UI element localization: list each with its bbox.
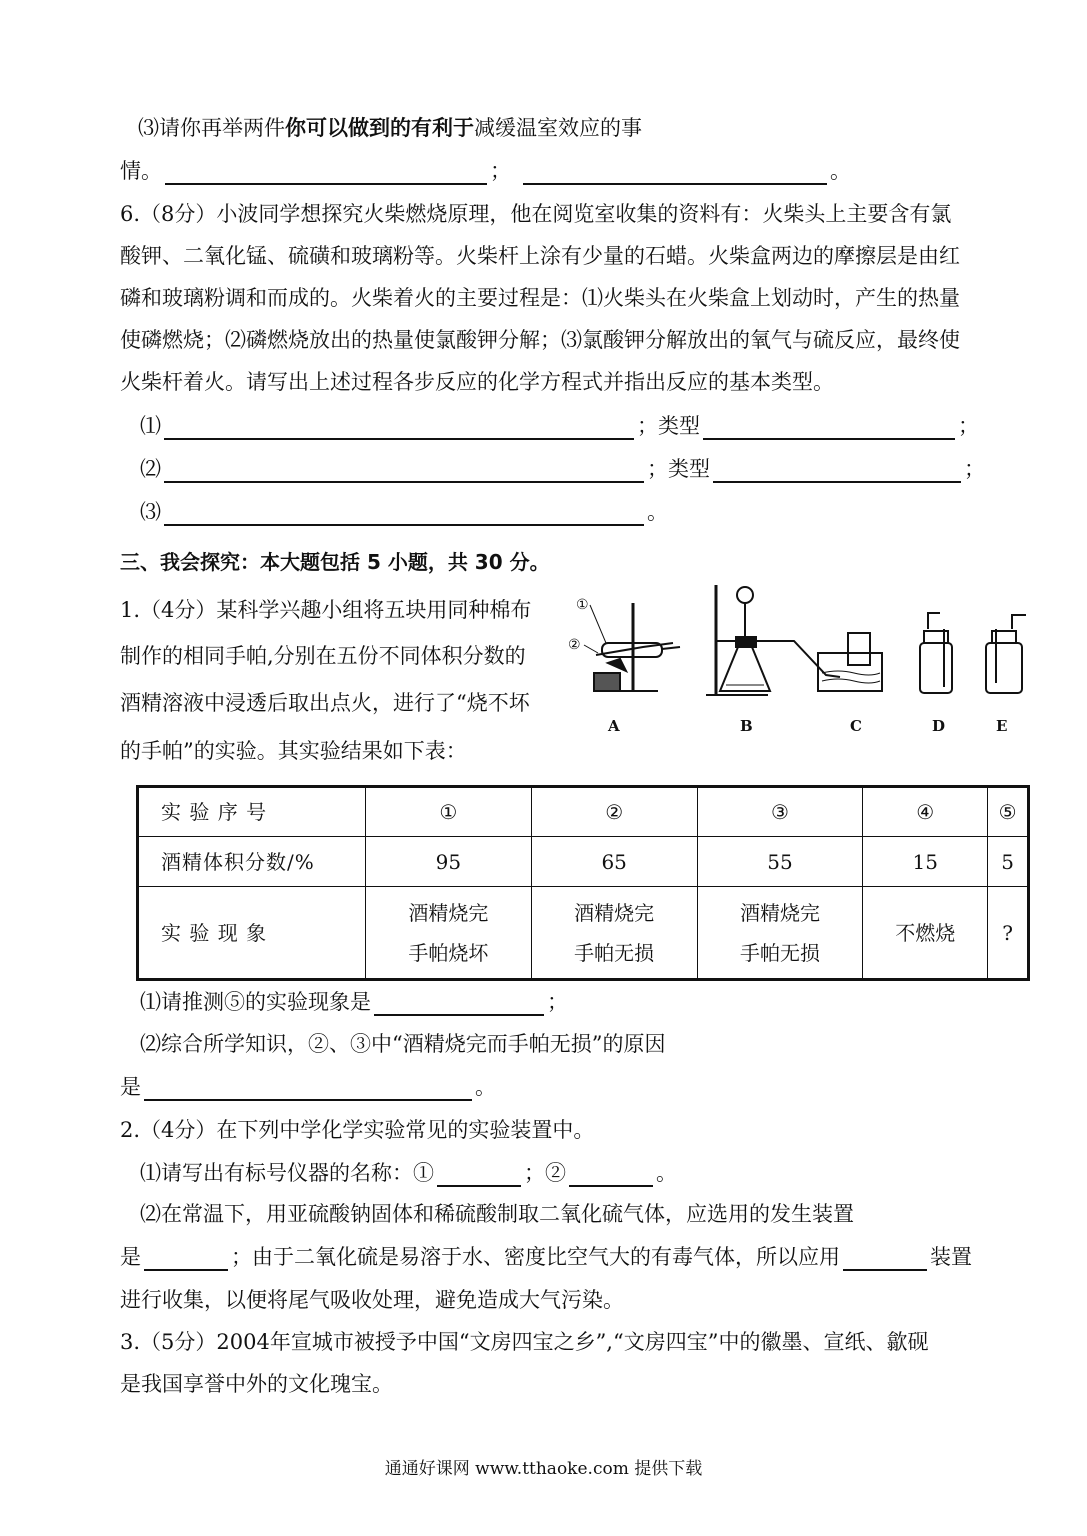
q1-sub1-text: ⑴请推测⑤的实验现象是 [140, 990, 371, 1014]
row-header: 实 验 现 象 [138, 887, 366, 980]
period: 。 [656, 1161, 677, 1185]
phenomenon-line: 手帕无损 [574, 940, 655, 965]
apparatus-c [818, 633, 882, 691]
col-number: ⑤ [988, 787, 1029, 837]
answer-blank[interactable] [165, 161, 487, 185]
q2-line2-text: ⑴请写出有标号仪器的名称：① [140, 1161, 434, 1185]
equation-blank[interactable] [164, 459, 644, 483]
semicolon: ； [964, 457, 985, 481]
q5-sub3-line2 [120, 157, 851, 185]
phenomenon-line: 手帕烧坏 [408, 940, 489, 965]
marker-1: ① [576, 597, 589, 613]
fraction-cell: 5 [988, 837, 1029, 887]
fraction-cell: 55 [697, 837, 863, 887]
q2-line2 [140, 1159, 677, 1187]
fraction-cell: 95 [366, 837, 532, 887]
q2-line5: 进行收集，以便将尾气吸收处理，避免造成大气污染。 [120, 1288, 624, 1312]
type-label: ；类型 [647, 457, 710, 481]
q6-answer-3 [140, 498, 668, 526]
q3-line2: 是我国享誉中外的文化瑰宝。 [120, 1372, 393, 1396]
q2-line4 [120, 1243, 972, 1271]
q1-line: 的手帕”的实验。其实验结果如下表： [120, 739, 467, 763]
q6-line: 酸钾、二氧化锰、硫磺和玻璃粉等。火柴杆上涂有少量的石蜡。火柴盒两边的摩擦层是由红 [120, 244, 960, 268]
q1-sub2: ⑵综合所学知识，②、③中“酒精烧完而手帕无损”的原因 [140, 1032, 666, 1056]
answer-label: ⑴ [140, 414, 161, 438]
row-header: 酒精体积分数/% [138, 837, 366, 887]
type-label: ；类型 [637, 414, 700, 438]
section-heading: 三、我会探究：本大题包括 5 小题，共 30 分。 [120, 550, 550, 574]
q1-line: 1.（4分）某科学兴趣小组将五块用同种棉布 [120, 598, 532, 622]
period: 。 [830, 159, 851, 183]
phenomenon-line: 手帕无损 [739, 940, 820, 965]
q5-sub3-suffix: 减缓温室效应的事 [474, 116, 642, 140]
results-table [136, 785, 1030, 981]
q1-sub2-line2 [120, 1073, 496, 1101]
q6-line: 磷和玻璃粉调和而成的。火柴着火的主要过程是：⑴火柴头在火柴盒上划动时，产生的热量 [120, 286, 960, 310]
table-row [138, 787, 1029, 837]
phenomenon-cell: 不燃烧 [863, 887, 988, 980]
answer-blank[interactable] [144, 1247, 228, 1271]
phenomenon-cell [366, 887, 532, 980]
semicolon: ； [547, 990, 568, 1014]
semicolon: ； [958, 414, 979, 438]
q2-line4-text: ；由于二氧化硫是易溶于水、密度比空气大的有毒气体，所以应用 [231, 1245, 840, 1269]
q1-line: 制作的相同手帕,分别在五份不同体积分数的 [120, 644, 526, 668]
answer-label: ⑶ [140, 500, 161, 524]
fraction-cell: 65 [531, 837, 697, 887]
q2-line2-mid: ；② [524, 1161, 566, 1185]
col-number: ① [366, 787, 532, 837]
apparatus-a [568, 597, 680, 691]
marker-2: ② [568, 637, 581, 653]
row-header: 实 验 序 号 [138, 787, 366, 837]
q5-sub3-prefix: ⑶请你再举两件 [138, 116, 285, 140]
equation-blank[interactable] [164, 416, 634, 440]
apparatus-e [986, 615, 1026, 693]
separator: ； [490, 159, 511, 183]
label-e: E [996, 717, 1008, 735]
phenomenon-cell [697, 887, 863, 980]
q2-line4-tail: 装置 [930, 1245, 972, 1269]
q3-line1: 3.（5分）2004年宣城市被授予中国“文房四宝之乡”,“文房四宝”中的徽墨、宣纸、歙砚 [120, 1330, 929, 1354]
apparatus-b [706, 585, 840, 695]
period: 。 [647, 500, 668, 524]
label-d: D [932, 717, 946, 735]
q2-line3: ⑵在常温下，用亚硫酸钠固体和稀硫酸制取二氧化硫气体，应选用的发生装置 [140, 1202, 854, 1226]
q2-line4-lead: 是 [120, 1245, 141, 1269]
phenomenon-cell [531, 887, 697, 980]
apparatus-d [920, 613, 952, 693]
col-number: ② [531, 787, 697, 837]
q1-sub1 [140, 988, 568, 1016]
q1-line: 酒精溶液中浸透后取出点火，进行了“烧不坏 [120, 691, 530, 715]
label-a: A [608, 717, 620, 735]
answer-blank[interactable] [374, 992, 544, 1016]
apparatus-figure [568, 583, 1038, 743]
type-blank[interactable] [713, 459, 961, 483]
page-footer: 通通好课网 www.tthaoke.com 提供下载 [384, 1459, 703, 1479]
phenomenon-line: 酒精烧完 [739, 900, 820, 925]
equation-blank[interactable] [164, 502, 644, 526]
q5-sub3-bold: 你可以做到的有利于 [285, 115, 474, 140]
q5-sub3-line1 [138, 114, 642, 142]
table-row [138, 887, 1029, 980]
answer-blank[interactable] [569, 1163, 653, 1187]
col-number: ③ [697, 787, 863, 837]
answer-blank[interactable] [437, 1163, 521, 1187]
q5-sub3-lead: 情。 [120, 159, 162, 183]
answer-blank[interactable] [843, 1247, 927, 1271]
type-blank[interactable] [703, 416, 955, 440]
q1-sub2-lead: 是 [120, 1075, 141, 1099]
label-b: B [740, 717, 753, 735]
phenomenon-line: 酒精烧完 [408, 900, 489, 925]
phenomenon-cell: ? [988, 887, 1029, 980]
q6-line: 火柴杆着火。请写出上述过程各步反应的化学方程式并指出反应的基本类型。 [120, 370, 834, 394]
label-c: C [850, 717, 862, 735]
q6-answer-2 [140, 455, 985, 483]
phenomenon-line: 酒精烧完 [574, 900, 655, 925]
answer-blank[interactable] [523, 161, 827, 185]
answer-blank[interactable] [144, 1077, 472, 1101]
q2-line1: 2.（4分）在下列中学化学实验常见的实验装置中。 [120, 1118, 595, 1142]
period: 。 [475, 1075, 496, 1099]
col-number: ④ [863, 787, 988, 837]
answer-label: ⑵ [140, 457, 161, 481]
q6-line: 6.（8分）小波同学想探究火柴燃烧原理，他在阅览室收集的资料有：火柴头上主要含有氯 [120, 202, 952, 226]
q6-line: 使磷燃烧；⑵磷燃烧放出的热量使氯酸钾分解；⑶氯酸钾分解放出的氧气与硫反应，最终使 [120, 328, 960, 352]
q6-answer-1 [140, 412, 979, 440]
table-row [138, 837, 1029, 887]
fraction-cell: 15 [863, 837, 988, 887]
